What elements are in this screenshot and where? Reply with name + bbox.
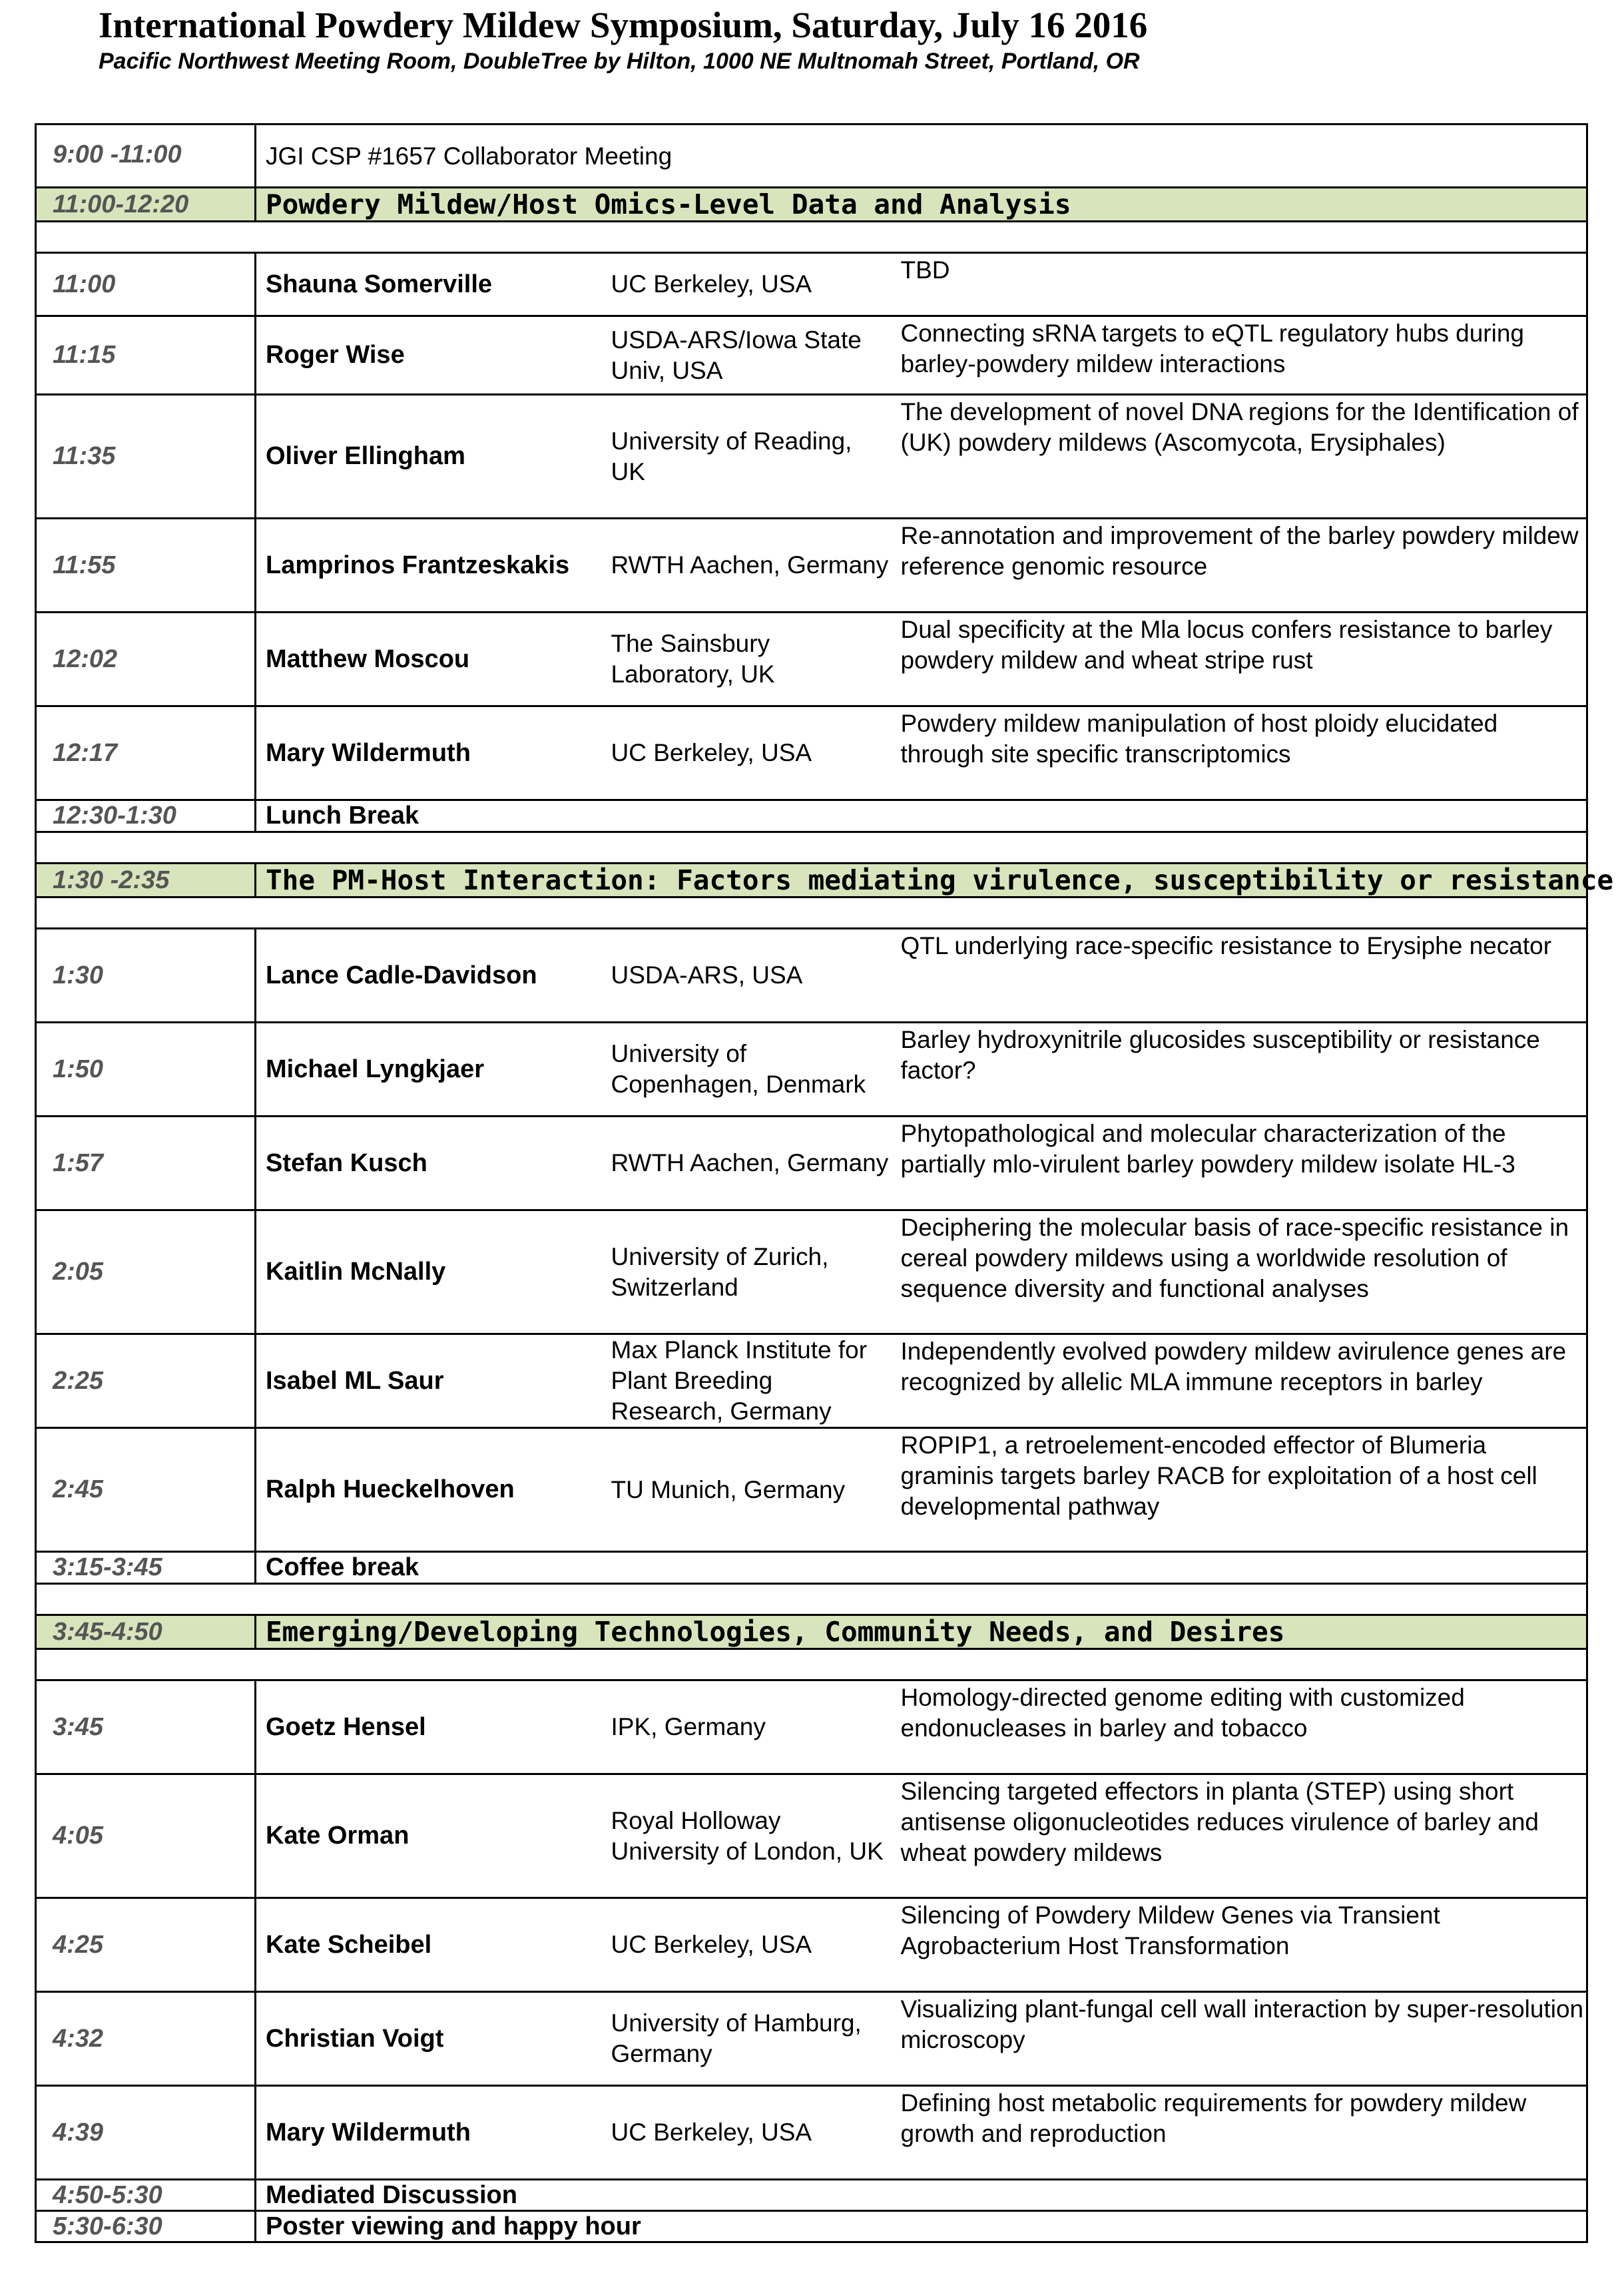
speaker-name: Lamprinos Frantzeskakis bbox=[256, 519, 602, 613]
closing-row bbox=[36, 2211, 1587, 2242]
talk-row bbox=[36, 613, 1587, 706]
talk-time: 11:00 bbox=[36, 253, 256, 316]
talk-title: Silencing targeted effectors in planta (STEP) using short antisense oligonucleotides reduces virulence of barley and wheat powdery mildews bbox=[892, 1774, 1587, 1898]
talk-time: 4:25 bbox=[36, 1898, 256, 1992]
speaker-name: Roger Wise bbox=[256, 316, 602, 395]
talk-title: Homology-directed genome editing with customized endonucleases in barley and tobacco bbox=[892, 1680, 1587, 1774]
spacer-cell bbox=[36, 897, 1587, 929]
talk-row bbox=[36, 706, 1587, 800]
break-row bbox=[36, 1552, 1587, 1584]
break-label: Lunch Break bbox=[256, 800, 1587, 832]
talk-title: Silencing of Powdery Mildew Genes via Transient Agrobacterium Host Transformation bbox=[892, 1898, 1587, 1992]
break-row bbox=[36, 800, 1587, 832]
talk-row bbox=[36, 395, 1587, 519]
talk-title: Powdery mildew manipulation of host ploidy elucidated through site specific transcriptomics bbox=[892, 706, 1587, 800]
talk-title: Visualizing plant-fungal cell wall interaction by super-resolution microscopy bbox=[892, 1992, 1587, 2086]
speaker-name: Mary Wildermuth bbox=[256, 2086, 602, 2180]
break-time: 3:15-3:45 bbox=[36, 1552, 256, 1584]
talk-row bbox=[36, 253, 1587, 316]
talk-time: 11:15 bbox=[36, 316, 256, 395]
session-header-row bbox=[36, 188, 1587, 222]
talk-row bbox=[36, 1428, 1587, 1552]
speaker-name: Kate Scheibel bbox=[256, 1898, 602, 1992]
talk-time: 4:32 bbox=[36, 1992, 256, 2086]
speaker-name: Christian Voigt bbox=[256, 1992, 602, 2086]
talk-row bbox=[36, 1992, 1587, 2086]
talk-time: 1:57 bbox=[36, 1117, 256, 1210]
speaker-affiliation: Royal Holloway University of London, UK bbox=[602, 1774, 892, 1898]
talk-row bbox=[36, 1898, 1587, 1992]
session-title: Powdery Mildew/Host Omics-Level Data and Analysis bbox=[256, 188, 1587, 222]
spacer-cell bbox=[36, 832, 1587, 864]
talk-title: Re-annotation and improvement of the barley powdery mildew reference genomic resource bbox=[892, 519, 1587, 613]
spacer-row bbox=[36, 1649, 1587, 1680]
speaker-name: Mary Wildermuth bbox=[256, 706, 602, 800]
speaker-affiliation: University of Zurich, Switzerland bbox=[602, 1210, 892, 1334]
talk-title: TBD bbox=[892, 253, 1587, 316]
session-time: 1:30 -2:35 bbox=[36, 864, 256, 897]
talk-time: 3:45 bbox=[36, 1680, 256, 1774]
speaker-affiliation: USDA-ARS, USA bbox=[602, 929, 892, 1023]
talk-title: Independently evolved powdery mildew avirulence genes are recognized by allelic MLA immune receptors in barley bbox=[892, 1334, 1587, 1428]
speaker-affiliation: TU Munich, Germany bbox=[602, 1428, 892, 1552]
page-title: International Powdery Mildew Symposium, Saturday, July 16 2016 bbox=[99, 5, 1148, 45]
speaker-affiliation: UC Berkeley, USA bbox=[602, 1898, 892, 1992]
speaker-affiliation: UC Berkeley, USA bbox=[602, 2086, 892, 2180]
spacer-row bbox=[36, 1584, 1587, 1615]
speaker-name: Ralph Hueckelhoven bbox=[256, 1428, 602, 1552]
speaker-name: Shauna Somerville bbox=[256, 253, 602, 316]
intro-row bbox=[36, 125, 1587, 188]
talk-title: Connecting sRNA targets to eQTL regulatory hubs during barley-powdery mildew interactions bbox=[892, 316, 1587, 395]
spacer-cell bbox=[36, 222, 1587, 253]
session-time: 11:00-12:20 bbox=[36, 188, 256, 222]
talk-title: Phytopathological and molecular characterization of the partially mlo-virulent barley powdery mildew isolate HL-3 bbox=[892, 1117, 1587, 1210]
talk-time: 4:39 bbox=[36, 2086, 256, 2180]
talk-time: 4:05 bbox=[36, 1774, 256, 1898]
talk-row bbox=[36, 519, 1587, 613]
talk-time: 1:50 bbox=[36, 1023, 256, 1117]
speaker-affiliation: IPK, Germany bbox=[602, 1680, 892, 1774]
talk-title: ROPIP1, a retroelement-encoded effector of Blumeria graminis targets barley RACB for exploitation of a host cell developmental pathway bbox=[892, 1428, 1587, 1552]
session-title: The PM-Host Interaction: Factors mediating virulence, susceptibility or resistance bbox=[256, 864, 1587, 897]
speaker-affiliation: University of Reading, UK bbox=[602, 395, 892, 519]
talk-title: Barley hydroxynitrile glucosides susceptibility or resistance factor? bbox=[892, 1023, 1587, 1117]
talk-time: 11:35 bbox=[36, 395, 256, 519]
speaker-name: Michael Lyngkjaer bbox=[256, 1023, 602, 1117]
session-header-row bbox=[36, 864, 1587, 897]
talk-row bbox=[36, 1210, 1587, 1334]
spacer-row bbox=[36, 832, 1587, 864]
talk-row bbox=[36, 929, 1587, 1023]
talk-row bbox=[36, 1117, 1587, 1210]
talk-title: The development of novel DNA regions for the Identification of (UK) powdery mildews (Ascomycota, Erysiphales) bbox=[892, 395, 1587, 519]
talk-row bbox=[36, 1023, 1587, 1117]
speaker-affiliation: Max Planck Institute for Plant Breeding Research, Germany bbox=[602, 1334, 892, 1428]
talk-row bbox=[36, 316, 1587, 395]
speaker-affiliation: University of Copenhagen, Denmark bbox=[602, 1023, 892, 1117]
speaker-affiliation: UC Berkeley, USA bbox=[602, 253, 892, 316]
talk-row bbox=[36, 1774, 1587, 1898]
talk-title: QTL underlying race-specific resistance to Erysiphe necator bbox=[892, 929, 1587, 1023]
closing-label: Mediated Discussion bbox=[256, 2180, 1587, 2211]
speaker-name: Goetz Hensel bbox=[256, 1680, 602, 1774]
talk-time: 1:30 bbox=[36, 929, 256, 1023]
talk-time: 2:25 bbox=[36, 1334, 256, 1428]
talk-time: 12:02 bbox=[36, 613, 256, 706]
closing-row bbox=[36, 2180, 1587, 2211]
talk-row bbox=[36, 2086, 1587, 2180]
speaker-affiliation: RWTH Aachen, Germany bbox=[602, 1117, 892, 1210]
intro-time: 9:00 -11:00 bbox=[36, 125, 256, 188]
session-header-row bbox=[36, 1615, 1587, 1649]
page-subtitle: Pacific Northwest Meeting Room, DoubleTree by Hilton, 1000 NE Multnomah Street, Portland, OR bbox=[99, 49, 1140, 74]
speaker-name: Isabel ML Saur bbox=[256, 1334, 602, 1428]
speaker-name: Kate Orman bbox=[256, 1774, 602, 1898]
break-label: Coffee break bbox=[256, 1552, 1587, 1584]
closing-label: Poster viewing and happy hour bbox=[256, 2211, 1587, 2242]
talk-time: 2:45 bbox=[36, 1428, 256, 1552]
speaker-name: Stefan Kusch bbox=[256, 1117, 602, 1210]
speaker-name: Kaitlin McNally bbox=[256, 1210, 602, 1334]
speaker-affiliation: UC Berkeley, USA bbox=[602, 706, 892, 800]
talk-row bbox=[36, 1334, 1587, 1428]
session-time: 3:45-4:50 bbox=[36, 1615, 256, 1649]
spacer-cell bbox=[36, 1649, 1587, 1680]
spacer-row bbox=[36, 897, 1587, 929]
talk-time: 12:17 bbox=[36, 706, 256, 800]
talk-title: Dual specificity at the Mla locus confers resistance to barley powdery mildew and wheat stripe rust bbox=[892, 613, 1587, 706]
closing-time: 4:50-5:30 bbox=[36, 2180, 256, 2211]
spacer-row bbox=[36, 222, 1587, 253]
speaker-affiliation: RWTH Aachen, Germany bbox=[602, 519, 892, 613]
schedule-body bbox=[36, 125, 1614, 2242]
talk-time: 11:55 bbox=[36, 519, 256, 613]
speaker-name: Matthew Moscou bbox=[256, 613, 602, 706]
talk-title: Deciphering the molecular basis of race-specific resistance in cereal powdery mildews using a worldwide resolution of sequence diversity and functional analyses bbox=[892, 1210, 1587, 1334]
intro-label: JGI CSP #1657 Collaborator Meeting bbox=[256, 125, 1587, 188]
speaker-affiliation: University of Hamburg, Germany bbox=[602, 1992, 892, 2086]
session-title: Emerging/Developing Technologies, Community Needs, and Desires bbox=[256, 1615, 1587, 1649]
speaker-affiliation: USDA-ARS/Iowa State Univ, USA bbox=[602, 316, 892, 395]
talk-time: 2:05 bbox=[36, 1210, 256, 1334]
speaker-name: Oliver Ellingham bbox=[256, 395, 602, 519]
closing-time: 5:30-6:30 bbox=[36, 2211, 256, 2242]
talk-title: Defining host metabolic requirements for powdery mildew growth and reproduction bbox=[892, 2086, 1587, 2180]
speaker-affiliation: The Sainsbury Laboratory, UK bbox=[602, 613, 892, 706]
schedule-table bbox=[35, 123, 1614, 2243]
spacer-cell bbox=[36, 1584, 1587, 1615]
break-time: 12:30-1:30 bbox=[36, 800, 256, 832]
talk-row bbox=[36, 1680, 1587, 1774]
speaker-name: Lance Cadle-Davidson bbox=[256, 929, 602, 1023]
